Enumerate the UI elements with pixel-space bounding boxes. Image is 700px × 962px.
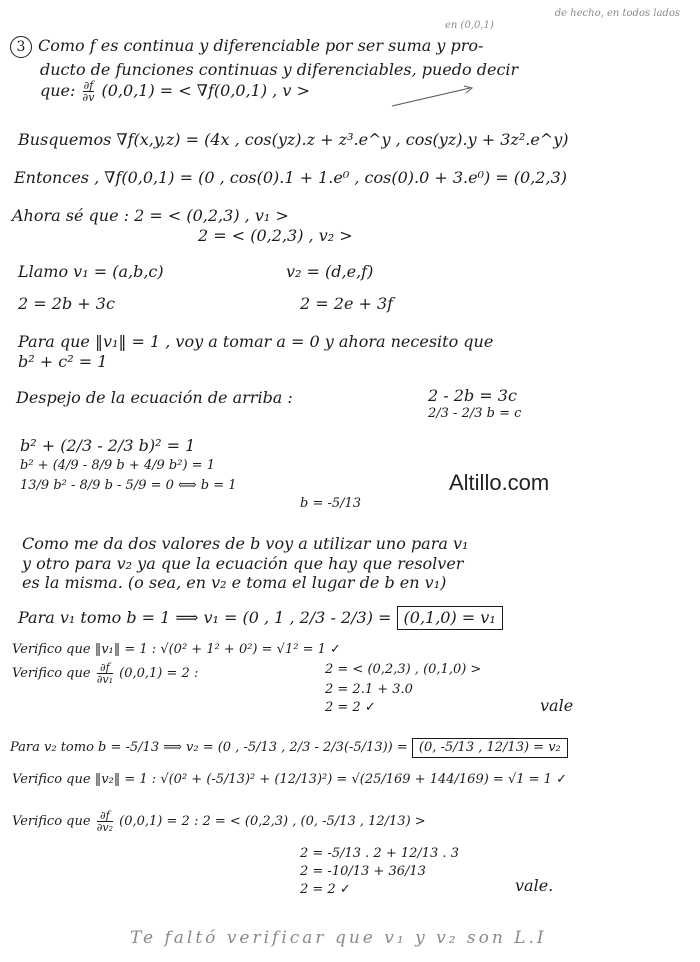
norm-equation-line: b² + c² = 1 — [18, 352, 108, 371]
line-text: Verifico que — [12, 666, 91, 681]
fraction-numerator: ∂f — [83, 79, 94, 92]
fraction-denominator: ∂v₂ — [96, 821, 114, 834]
margin-note-right: de hecho, en todos lados — [554, 8, 680, 19]
substitution-line-2: b² + (4/9 - 8/9 b + 4/9 b²) = 1 — [20, 458, 215, 473]
line-text: Para v₁ tomo b = 1 ⟹ v₁ = (0 , 1 , 2/3 - 2/3) = — [18, 608, 392, 627]
line-text: (0,0,1) = 2 : — [119, 666, 199, 681]
isolate-line: Despejo de la ecuación de arriba : — [16, 388, 293, 407]
verify-norm-v2 — [12, 772, 567, 788]
arrow-mark-icon — [390, 82, 480, 110]
v1-choice-line — [18, 606, 503, 630]
substitution-line-1: b² + (2/3 - 2/3 b)² = 1 — [20, 436, 196, 455]
check-mark-icon: ✓ — [339, 882, 351, 897]
equation-v2: 2 = 2e + 3f — [300, 294, 394, 313]
equation-v1: 2 = 2b + 3c — [18, 294, 115, 313]
v1-result-box: (0,1,0) = v₁ — [397, 606, 503, 630]
check-mark-icon: ✓ — [556, 772, 567, 787]
verify-v2-eq-2: 2 = -10/13 + 36/13 — [300, 864, 426, 879]
problem-line-1 — [10, 36, 483, 58]
problem-line-3 — [40, 80, 310, 103]
directional-derivative-fraction — [83, 80, 95, 103]
verify-derivative-v1 — [12, 662, 198, 685]
verify-derivative-v2 — [12, 810, 426, 833]
fraction-denominator: ∂v — [82, 91, 95, 104]
quadratic-line: 13/9 b² - 8/9 b - 5/9 = 0 ⟺ b = 1 — [20, 478, 237, 493]
fraction-denominator: ∂v₁ — [96, 673, 114, 686]
second-root-line: b = -5/13 — [300, 496, 362, 511]
check-mark-icon: ✓ — [330, 642, 341, 657]
vale-label-1: vale — [540, 696, 574, 715]
norm-condition-line: Para que ‖v₁‖ = 1 , voy a tomar a = 0 y ahora necesito que — [18, 332, 494, 351]
line-text: (0,0,1) = 2 : 2 = < (0,2,3) , (0, -5/13 , 12/13) > — [119, 814, 426, 829]
directional-derivative-fraction — [97, 810, 113, 833]
line-text: que: — [40, 81, 76, 100]
explanation-line-1: Como me da dos valores de b voy a utilizar uno para v₁ — [22, 534, 469, 553]
line-text: Como f es continua y diferenciable por ser suma y pro- — [38, 36, 484, 55]
verify-norm-v1 — [12, 642, 341, 658]
define-v2: v₂ = (d,e,f) — [286, 262, 374, 281]
directional-derivative-fraction — [97, 662, 113, 685]
line-text: 2 = 2 — [300, 882, 336, 897]
vale-label-2: vale. — [515, 876, 554, 895]
margin-note-above: en (0,0,1) — [445, 20, 494, 31]
condition-line-1: Ahora sé que : 2 = < (0,2,3) , v₁ > — [12, 206, 289, 225]
check-mark-icon: ✓ — [364, 700, 376, 715]
line-text: (0,0,1) = < ∇f(0,0,1) , v > — [101, 81, 310, 100]
explanation-line-2: y otro para v₂ ya que la ecuación que hay que resolver — [22, 554, 464, 573]
line-text: Verifico que ‖v₂‖ = 1 : √(0² + (-5/13)² + (12/13)²) = √(25/169 + 144/169) = √1 = 1 — [12, 772, 552, 787]
watermark-text: Altillo.com — [449, 470, 550, 495]
teacher-correction-note: Te faltó verificar que v₁ y v₂ son L.I — [130, 928, 547, 948]
v2-choice-line — [10, 738, 568, 758]
verify-v1-eq-1: 2 = < (0,2,3) , (0,1,0) > — [325, 662, 482, 677]
verify-v2-eq-3 — [300, 882, 351, 898]
condition-line-2: 2 = < (0,2,3) , v₂ > — [198, 226, 353, 245]
line-text: Verifico que — [12, 814, 91, 829]
fraction-numerator: ∂f — [97, 810, 113, 822]
gradient-eval-line: Entonces , ∇f(0,0,1) = (0 , cos(0).1 + 1.e⁰ , cos(0).0 + 3.e⁰) = (0,2,3) — [14, 168, 567, 187]
line-text: Verifico que ‖v₁‖ = 1 : √(0² + 1² + 0²) = √1² = 1 — [12, 642, 326, 657]
explanation-line-3: es la misma. (o sea, en v₂ e toma el lugar de b en v₁) — [22, 573, 447, 592]
problem-line-2: ducto de funciones continuas y diferenciables, puedo decir — [40, 60, 519, 79]
line-text: 2 = 2 — [325, 700, 361, 715]
isolate-eq-2: 2/3 - 2/3 b = c — [428, 406, 522, 421]
fraction-numerator: ∂f — [97, 662, 113, 674]
v2-result-box: (0, -5/13 , 12/13) = v₂ — [412, 738, 568, 758]
verify-v1-eq-2: 2 = 2.1 + 3.0 — [325, 682, 413, 697]
problem-number: 3 — [10, 36, 32, 58]
line-text: Para v₂ tomo b = -5/13 ⟹ v₂ = (0 , -5/13 , 2/3 - 2/3(-5/13)) = — [10, 740, 408, 755]
define-v1: Llamo v₁ = (a,b,c) — [18, 262, 164, 281]
verify-v1-eq-3 — [325, 700, 376, 716]
verify-v2-eq-1: 2 = -5/13 . 2 + 12/13 . 3 — [300, 846, 459, 861]
gradient-line: Busquemos ∇f(x,y,z) = (4x , cos(yz).z + z³.e^y , cos(yz).y + 3z².e^y) — [18, 130, 569, 149]
isolate-eq-1: 2 - 2b = 3c — [428, 386, 517, 405]
